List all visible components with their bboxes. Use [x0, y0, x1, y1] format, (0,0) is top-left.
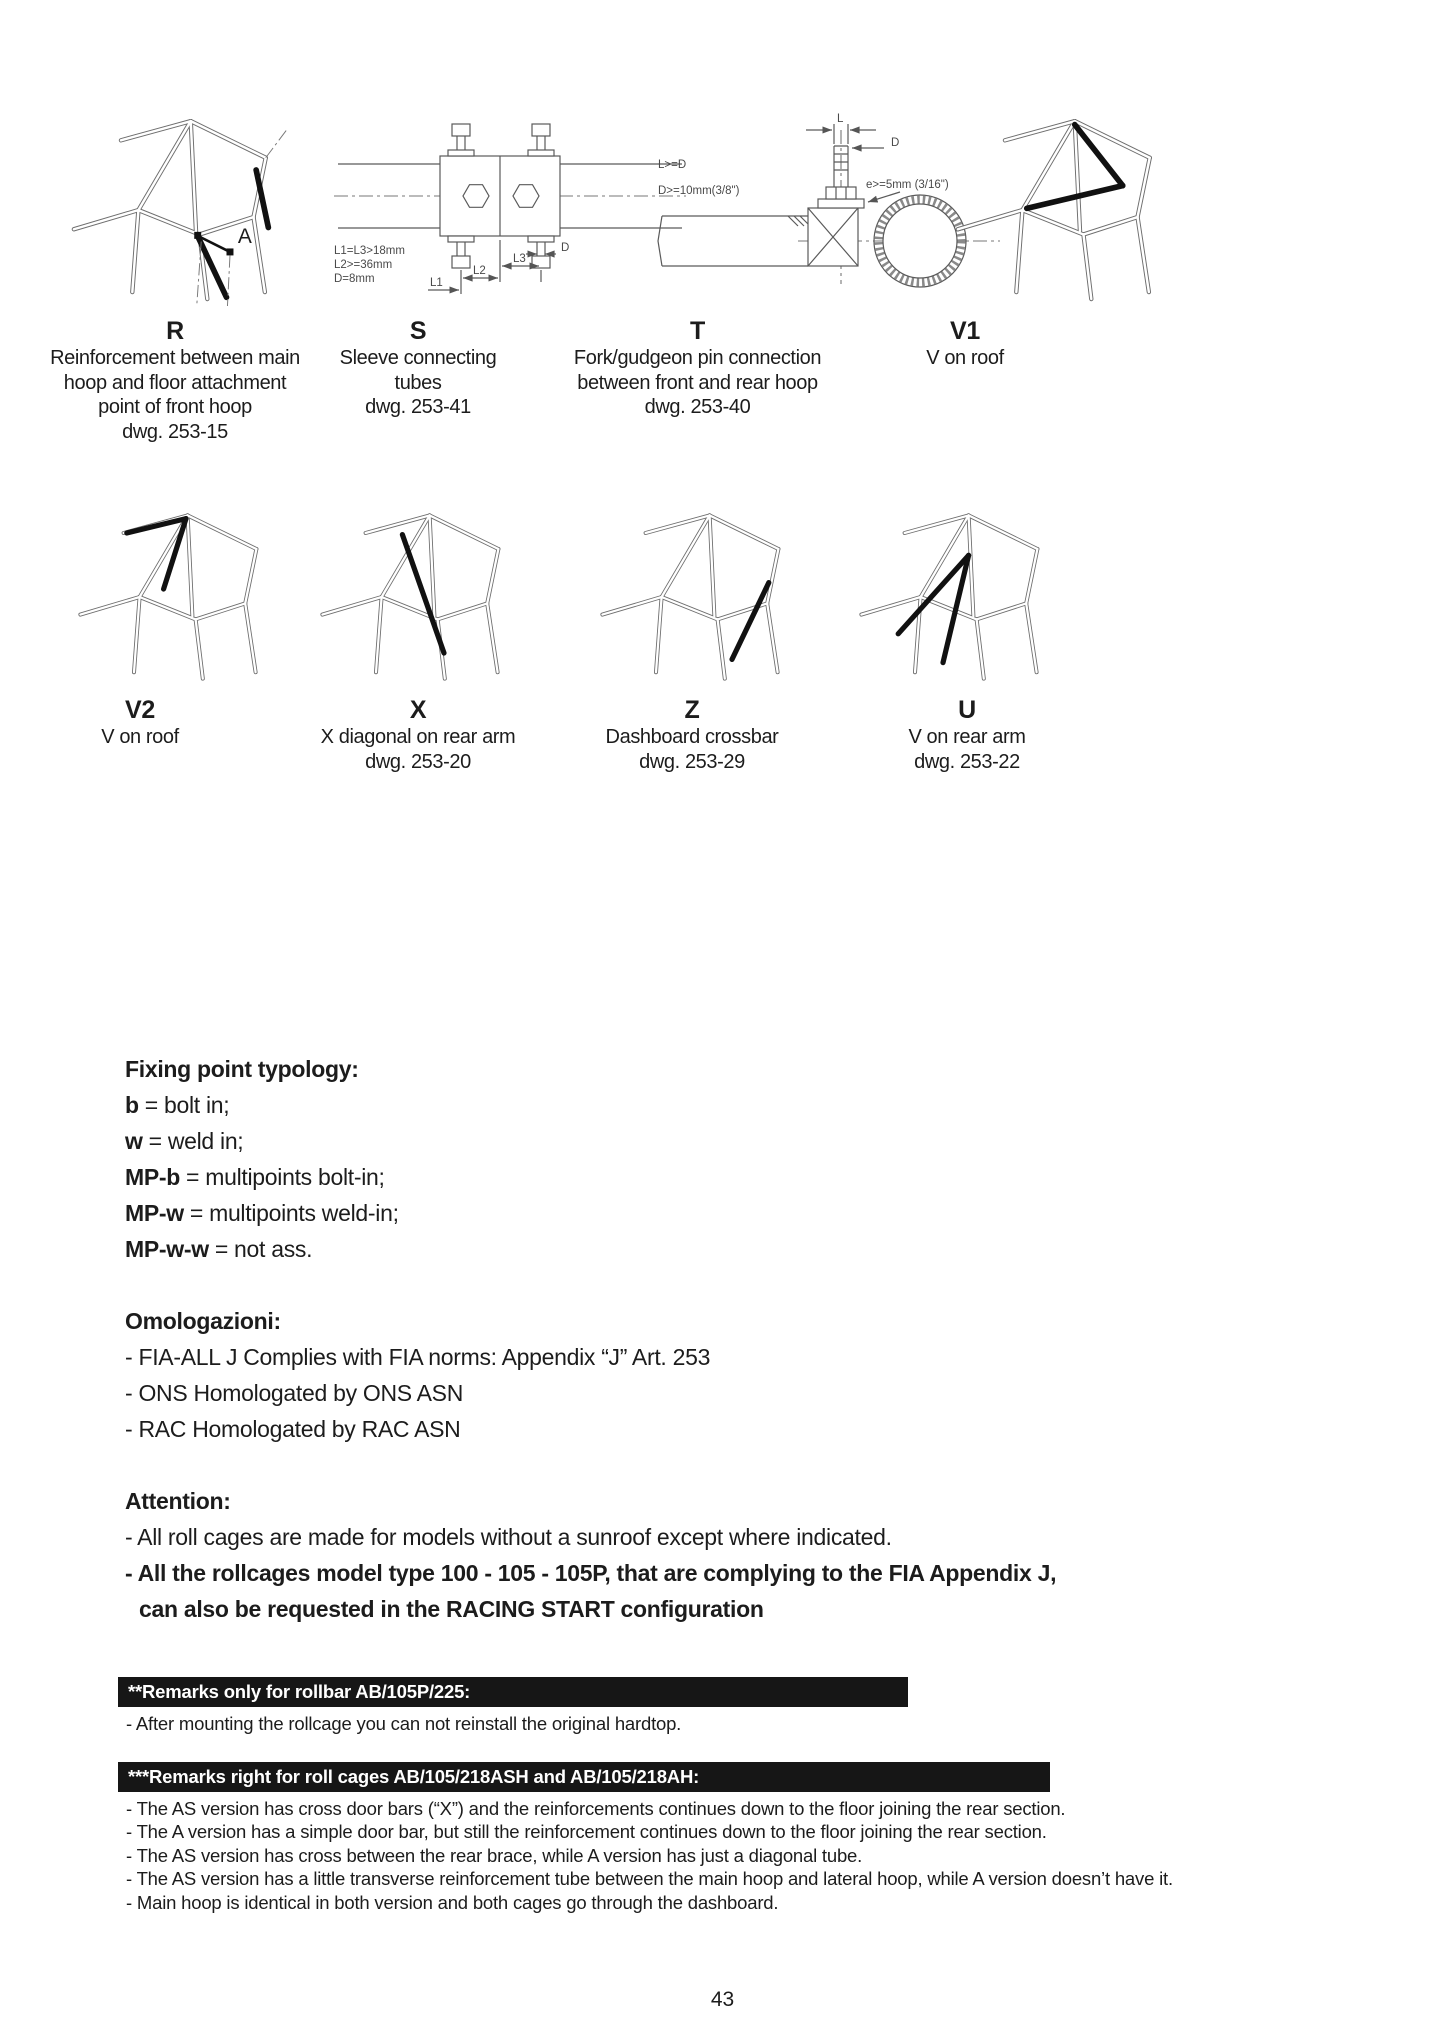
- remarks-rollcages-items: [118, 1797, 1405, 1915]
- omologazioni-item: - FIA-ALL J Complies with FIA norms: Appendix “J” Art. 253: [125, 1344, 711, 1370]
- fixing-item: w = weld in;: [125, 1128, 244, 1154]
- page-number: 43: [710, 1988, 735, 2011]
- figure-letter: V1: [950, 317, 980, 345]
- remark-line: - Main hoop is identical in both version and both cages go through the dashboard.: [126, 1891, 779, 1913]
- figure-letter: Z: [684, 696, 700, 724]
- figure-letter: X: [409, 696, 427, 724]
- rollcage-diagram-U: [847, 485, 1087, 685]
- attention-item: - All roll cages are made for models without a sunroof except where indicated.: [125, 1524, 892, 1550]
- sleeve-dims-3: D=8mm: [334, 273, 375, 285]
- fork-dims-2: D>=10mm(3/8"): [657, 185, 739, 197]
- remarks-rollcages-section: [118, 1762, 1405, 1915]
- caption-S: S Sleeve connecting tubes dwg. 253-41: [339, 317, 497, 418]
- rollcage-diagram-X: [308, 485, 548, 685]
- remarks-rollcages-header: ***Remarks right for roll cages AB/105/218ASH and AB/105/218AH:: [118, 1762, 1050, 1792]
- caption-V2: V2 V on roof: [101, 696, 179, 748]
- fork-dims-e: e>=5mm (3/16"): [865, 179, 949, 191]
- fixing-heading: Fixing point typology:: [125, 1056, 359, 1082]
- figure-letter: U: [958, 696, 976, 724]
- fixing-item: MP-w-w = not ass.: [125, 1236, 313, 1262]
- remark-line: - The AS version has cross between the rear brace, while A version has just a diagonal tube.: [126, 1844, 863, 1866]
- dim-D: D: [890, 137, 899, 149]
- remarks-rollbar-section: [118, 1677, 1405, 1736]
- dim-L3: L3: [513, 253, 526, 265]
- caption-T: T Fork/gudgeon pin connection between front and rear hoop dwg. 253-40: [573, 317, 822, 418]
- attention-item-bold: - All the rollcages model type 100 - 105 - 105P, that are complying to the FIA Appendix J,: [125, 1560, 1057, 1586]
- remark-line: - The AS version has a little transverse reinforcement tube between the main hoop and lateral hoop, while A version doesn’t have it.: [126, 1868, 1173, 1889]
- figure-letter: R: [166, 317, 184, 345]
- figure-fork-T: [545, 88, 949, 420]
- figure-dashboard-crossbar: [542, 485, 842, 774]
- omologazioni-item: - ONS Homologated by ONS ASN: [125, 1380, 464, 1406]
- dim-L1: L1: [430, 277, 443, 289]
- sleeve-dims-1: L1=L3>18mm: [334, 245, 405, 257]
- caption-Z: Z Dashboard crossbar dwg. 253-29: [605, 696, 779, 773]
- attention-section: [125, 1483, 1445, 1627]
- figures-row-1: [0, 88, 1445, 463]
- figure-letter: T: [690, 317, 705, 345]
- remark-line: - After mounting the rollcage you can not reinstall the original hardtop.: [126, 1713, 682, 1734]
- figure-v-rear-arm: [817, 485, 1117, 774]
- figure-letter: S: [409, 317, 427, 345]
- attention-heading: Attention:: [125, 1488, 231, 1514]
- figure-x-diagonal: [268, 485, 568, 774]
- fixing-item: MP-w = multipoints weld-in;: [125, 1200, 399, 1226]
- text-column: [125, 1051, 1445, 1627]
- figure-letter: V2: [125, 696, 155, 724]
- omologazioni-section: [125, 1303, 1445, 1447]
- attention-item-bold-cont: can also be requested in the RACING START configuration: [139, 1596, 764, 1622]
- figure-v-roof-V2: [0, 485, 280, 750]
- label-point-A: A: [237, 225, 252, 249]
- fork-dims-1: L>=D: [657, 159, 686, 171]
- fixing-item: MP-b = multipoints bolt-in;: [125, 1164, 385, 1190]
- remarks-rollbar-header: **Remarks only for rollbar AB/105P/225:: [118, 1677, 908, 1707]
- rollcage-diagram-Z: [588, 485, 828, 685]
- dim-D: D: [561, 242, 570, 254]
- caption-V1: V1 V on roof: [926, 317, 1004, 369]
- dim-L: L: [836, 113, 843, 125]
- caption-R: R Reinforcement between main hoop and floor attachment point of front hoop dwg. 253-15: [50, 317, 300, 443]
- fixing-point-typology-section: [125, 1051, 1445, 1267]
- remark-line: - The A version has a simple door bar, but still the reinforcement continues down to the floor joining the rear section.: [126, 1821, 1047, 1842]
- remarks-rollbar-items: [118, 1712, 1405, 1736]
- caption-U: U V on rear arm dwg. 253-22: [908, 696, 1026, 773]
- remark-line: - The AS version has cross door bars (“X”) and the reinforcements continues down to the floor joining the rear section.: [126, 1797, 1066, 1819]
- figure-v-roof-V1: [815, 88, 1115, 371]
- caption-X: X X diagonal on rear arm dwg. 253-20: [320, 696, 516, 773]
- dim-L2: L2: [473, 265, 486, 277]
- fixing-item: b = bolt in;: [125, 1092, 230, 1118]
- figures-row-2: [0, 485, 1445, 785]
- omologazioni-heading: Omologazioni:: [125, 1308, 281, 1334]
- sleeve-dims-2: L2>=36mm: [334, 259, 393, 271]
- rollcage-diagram-V1: [942, 88, 1204, 306]
- omologazioni-item: - RAC Homologated by RAC ASN: [125, 1416, 461, 1442]
